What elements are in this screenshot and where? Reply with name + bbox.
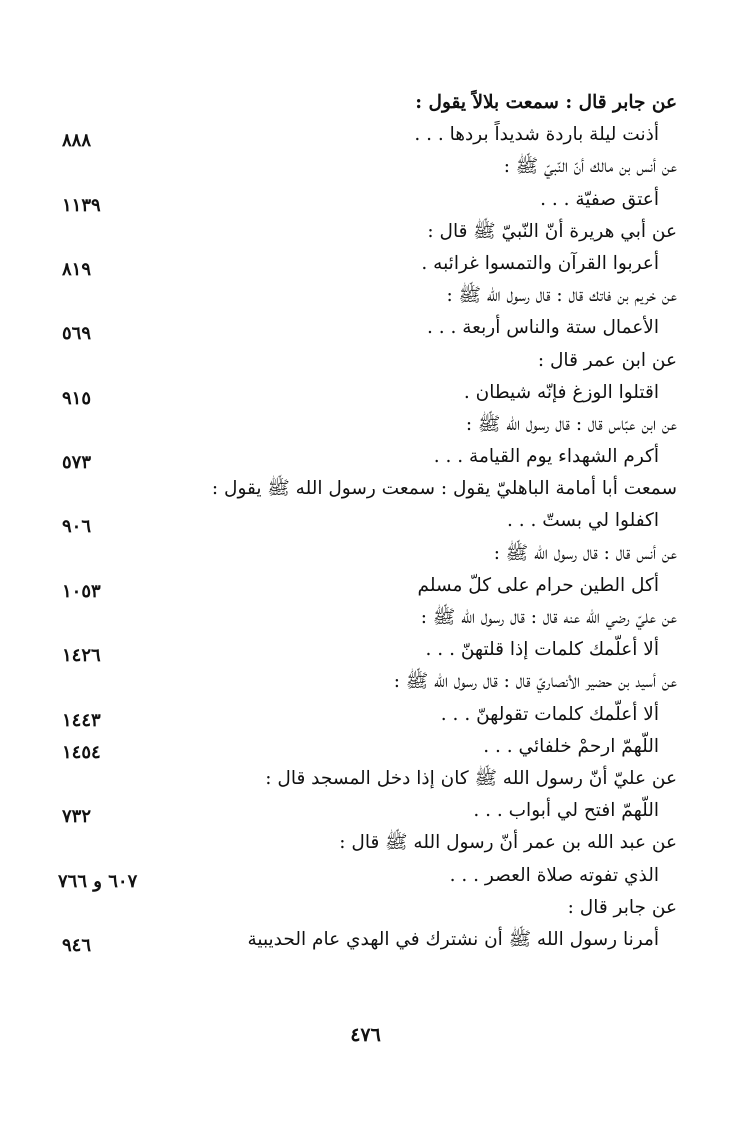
entry-row [0, 893, 731, 925]
hadith-text: اللّهمّ افتح لي أبواب . . . [473, 800, 659, 822]
entry-row [0, 152, 731, 184]
hadith-text: اقتلوا الوزغ فإنّه شيطان . [463, 381, 659, 403]
entry-row [0, 474, 731, 506]
hadith-text: أكل الطين حرام على كلّ مسلم [417, 574, 659, 596]
page-number: ٤٧٦ [350, 1024, 381, 1046]
entry-row [0, 828, 731, 860]
hadith-index-list [0, 88, 731, 957]
entry-row [0, 88, 731, 120]
hadith-text: الذي تفوته صلاة العصر . . . [449, 864, 659, 886]
narrator-line: عن جابر قال : [567, 896, 677, 918]
hadith-number: ٩٠٦ [62, 516, 92, 538]
hadith-number: ١٠٥٣ [62, 580, 101, 602]
hadith-text: أذنت ليلة باردة شديداً بردها . . . [414, 124, 659, 146]
hadith-text: ألا أعلّمك كلمات تقولهنّ . . . [440, 703, 659, 725]
entry-row [0, 281, 731, 313]
narrator-line: عن جابر قال : سمعت بلالاً يقول : [415, 92, 677, 113]
hadith-text: أمرنا رسول الله ﷺ أن نشترك في الهدي عام الحديبية [247, 928, 659, 950]
hadith-number: ٩١٥ [62, 387, 92, 409]
hadith-text: ألا أعلّمك كلمات إذا قلتهنّ . . . [425, 639, 659, 661]
narrator-line: عن عليّ أنّ رسول الله ﷺ كان إذا دخل المسجد قال : [265, 767, 677, 789]
entry-row [0, 796, 731, 828]
hadith-number: ٦٠٧ و ٧٦٦ [58, 870, 138, 892]
entry-row [0, 539, 731, 571]
narrator-line: سمعت أبا أمامة الباهليّ يقول : سمعت رسول الله ﷺ يقول : [211, 478, 677, 500]
entry-row [0, 506, 731, 538]
hadith-text: أكرم الشهداء يوم القيامة . . . [433, 446, 659, 468]
narrator-line: عن ابن عمر قال : [537, 349, 677, 371]
hadith-number: ١٤٥٤ [62, 741, 101, 763]
entry-row [0, 603, 731, 635]
hadith-text: اللّهمّ ارحمْ خلفائي . . . [483, 735, 659, 757]
entry-row [0, 313, 731, 345]
entry-row [0, 378, 731, 410]
hadith-number: ١٤٤٣ [62, 709, 101, 731]
hadith-text: أعربوا القرآن والتمسوا غرائبه . [421, 252, 659, 274]
narrator-line: عن أسيد بن حضير الأنصاريّ قال : قال رسول الله ﷺ : [393, 671, 677, 693]
hadith-number: ٨١٩ [62, 258, 92, 280]
entry-row [0, 185, 731, 217]
hadith-number: ٥٦٩ [62, 323, 92, 345]
narrator-line: عن خريم بن فاتك قال : قال رسول الله ﷺ : [446, 285, 677, 307]
narrator-line: عن أنس قال : قال رسول الله ﷺ : [493, 542, 677, 564]
entry-row [0, 700, 731, 732]
entry-row [0, 442, 731, 474]
entry-row [0, 667, 731, 699]
entry-row [0, 732, 731, 764]
entry-row [0, 217, 731, 249]
entry-row [0, 571, 731, 603]
hadith-text: الأعمال ستة والناس أربعة . . . [426, 317, 659, 339]
hadith-number: ٩٤٦ [62, 934, 92, 956]
narrator-line: عن ابن عبّاس قال : قال رسول الله ﷺ : [465, 413, 677, 435]
hadith-number: ١٤٢٦ [62, 645, 101, 667]
narrator-line: عن أنس بن مالك أنّ النّبيّ ﷺ : [503, 156, 677, 178]
hadith-number: ٨٨٨ [62, 130, 92, 152]
narrator-line: عن أبي هريرة أنّ النّبيّ ﷺ قال : [427, 220, 677, 242]
hadith-number: ١١٣٩ [62, 194, 101, 216]
entry-row [0, 635, 731, 667]
entry-row [0, 346, 731, 378]
entry-row [0, 410, 731, 442]
hadith-number: ٧٣٢ [62, 806, 92, 828]
hadith-text: اكفلوا لي بستّ . . . [506, 510, 659, 532]
hadith-text: أعتق صفيّة . . . [540, 188, 659, 210]
entry-row [0, 120, 731, 152]
entry-row [0, 925, 731, 957]
entry-row [0, 861, 731, 893]
entry-row [0, 249, 731, 281]
narrator-line: عن عليّ رضي الله عنه قال : قال رسول الله ﷺ : [420, 607, 677, 628]
narrator-line: عن عبد الله بن عمر أنّ رسول الله ﷺ قال : [339, 832, 677, 854]
hadith-number: ٥٧٣ [62, 452, 92, 474]
entry-row [0, 764, 731, 796]
